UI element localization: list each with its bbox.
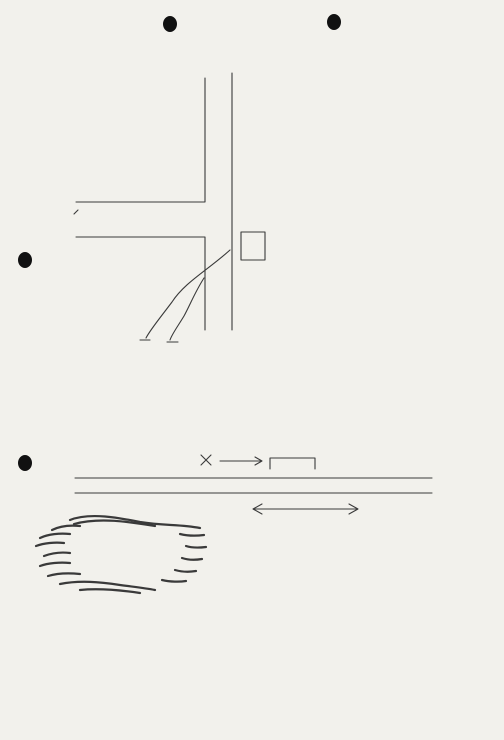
rail-line	[146, 250, 230, 338]
rail-line	[170, 278, 204, 340]
distance-arrow	[220, 457, 262, 465]
ferme-rectangle	[270, 458, 315, 469]
tettenborn-station-box	[241, 232, 265, 260]
x-mark	[201, 455, 211, 465]
distance-arrow	[253, 504, 358, 514]
forest-top	[76, 78, 205, 202]
forest-bottom	[76, 237, 205, 330]
marsh-outline	[36, 516, 206, 593]
sentier-tick	[74, 210, 78, 214]
